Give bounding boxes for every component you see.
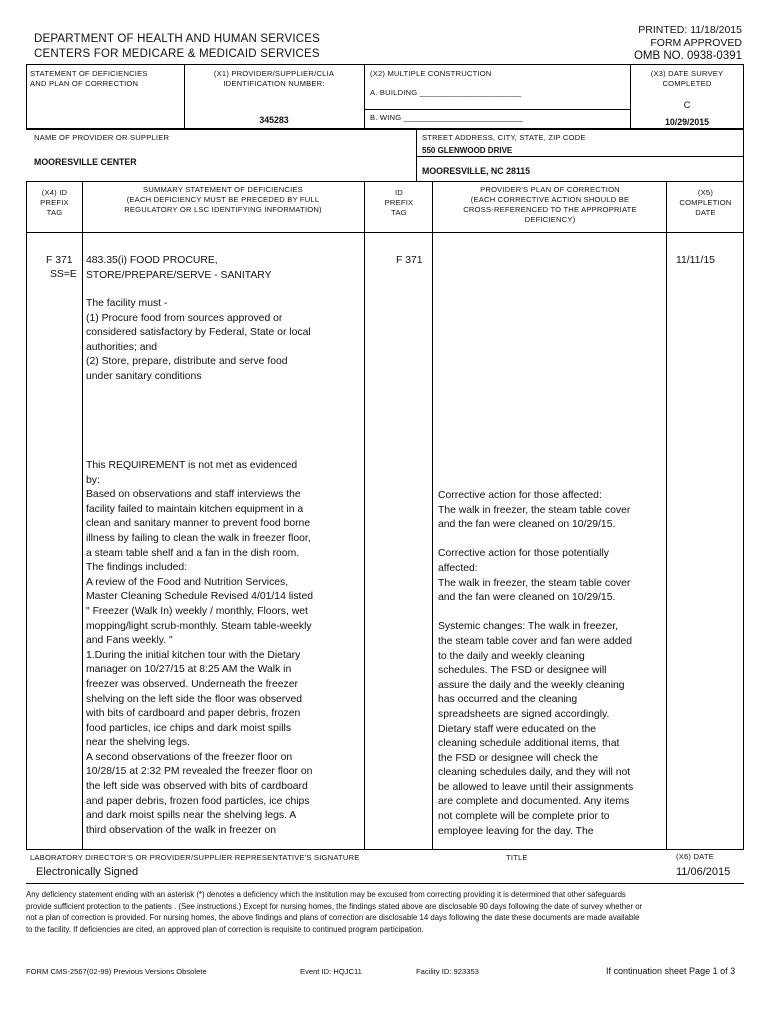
omb-number: OMB NO. 0938-0391: [633, 50, 742, 62]
wing-field: B. WING ___________________________: [370, 113, 524, 122]
plan-of-correction-text: Corrective action for those affected: The walk in freezer, the steam table cover and the fan were cleaned on 10/29/15. Corrective action for those potentially affected: The walk in freezer, the steam table cover and the fan were cleaned on 10/29/15. Systemic changes: The walk in freezer, the steam table cover and fan were added to the daily and weekly cleaning schedules. The FSD or designee will assure the daily and the weekly cleaning has occurred and the cleaning spreadsheets are signed accordingly. Dietary staff were educated on the cleaning schedule additional items, that the FSD or designee will check the cleaning schedules daily, and they will not be allowed to leave until their assignments are complete and documented. Any items not complete will be complete prior to employee leaving for the day. The: [438, 490, 634, 837]
id-column-header: ID PREFIX TAG: [384, 188, 414, 217]
rule: [416, 156, 743, 157]
x4-column-header: (X4) ID PREFIX TAG: [40, 188, 69, 217]
rule: [743, 129, 744, 182]
summary-column-header: SUMMARY STATEMENT OF DEFICIENCIES (EACH DEFICIENCY MUST BE PRECEDED BY FULL REGULATORY OR LSC IDENTIFYING INFORMATION): [124, 185, 322, 214]
rule: [364, 64, 365, 129]
center-name: CENTERS FOR MEDICARE & MEDICAID SERVICES: [34, 48, 320, 60]
form-approved: FORM APPROVED: [650, 37, 742, 49]
rule: [26, 232, 744, 233]
survey-date: 10/29/2015: [664, 117, 710, 127]
deficiency-tag: F 371: [46, 255, 73, 266]
x5-column-header: (X5) COMPLETION DATE: [679, 188, 732, 217]
survey-code: C: [683, 100, 691, 111]
city-state-zip: MOORESVILLE, NC 28115: [422, 166, 531, 176]
requirement-text: The facility must - (1) Procure food from sources approved or considered satisfactory by Federal, State or local authorities; and (2) Store, prepare, distribute and serve food under sanitary conditions: [86, 298, 311, 382]
rule: [743, 182, 744, 850]
rule: [364, 109, 630, 110]
deficiency-title: 483.35(i) FOOD PROCURE, STORE/PREPARE/SERVE - SANITARY: [86, 255, 272, 281]
rule: [184, 64, 185, 129]
x1-label: (X1) PROVIDER/SUPPLIER/CLIA IDENTIFICATION NUMBER:: [213, 69, 335, 88]
form-approval-block: [634, 24, 742, 63]
rule: [26, 849, 744, 850]
provider-name: MOORESVILLE CENTER: [34, 157, 137, 167]
provider-id-number: 345283: [259, 115, 289, 125]
rule: [82, 182, 83, 850]
rule: [432, 182, 433, 850]
rule: [26, 64, 744, 65]
rule: [666, 182, 667, 850]
building-field: A. BUILDING _______________________: [370, 88, 522, 97]
rule: [26, 883, 744, 884]
rule: [743, 64, 744, 129]
rule: [26, 64, 27, 129]
scope-severity: SS=E: [50, 269, 77, 280]
rule: [26, 181, 744, 182]
form-number: FORM CMS-2567(02-99) Previous Versions Obsolete: [26, 967, 207, 976]
statement-label: STATEMENT OF DEFICIENCIES AND PLAN OF CORRECTION: [30, 69, 148, 88]
printed-date: PRINTED: 11/18/2015: [638, 24, 742, 36]
provider-name-label: NAME OF PROVIDER OR SUPPLIER: [34, 133, 170, 142]
facility-id: Facility ID: 923353: [416, 967, 479, 976]
event-id: Event ID: HQJC11: [300, 967, 362, 976]
x3-label: (X3) DATE SURVEY COMPLETED: [650, 69, 724, 88]
rule: [364, 182, 365, 850]
signature-value: Electronically Signed: [36, 866, 139, 878]
street-address: 550 GLENWOOD DRIVE: [422, 146, 513, 155]
disclaimer-text: Any deficiency statement ending with an asterisk (*) denotes a deficiency which the institution may be excused from correcting providing it is determined that other safeguards provide sufficient protection to the patients . (See instructions.) Except for nursing homes, the findings stated above are disclosable 90 days following the date of survey whether or not a plan of correction is provided. For nursing homes, the above findings and plans of correction are disclosable 14 days following the date these documents are made available to the facility. If deficiencies are cited, an approved plan of correction is requisite to continued program participation.: [26, 890, 643, 934]
continuation-page: If continuation sheet Page 1 of 3: [606, 966, 736, 976]
rule: [26, 128, 744, 130]
completion-date: 11/11/15: [676, 255, 715, 266]
findings-text: This REQUIREMENT is not met as evidenced by: Based on observations and staff interviews the facility failed to maintain kitchen equipment in a clean and sanitary manner to prevent food borne illness by failing to clean the walk in freezer floor, a steam table shelf and a fan in the dish room. The findings included: A review of the Food and Nutrition Services, Master Cleaning Schedule Revised 4/01/14 listed " Freezer (Walk In) weekly / monthly, Floors, wet mopping/light scrub-monthly. Steam table-weekly and Fans weekly. " 1.During the initial kitchen tour with the Dietary manager on 10/27/15 at 8:25 AM the Walk in freezer was observed. Underneath the freezer shelving on the left side the floor was observed with bits of cardboard and paper debris, frozen food particles, ice chips and dark moist spills near the shelving legs. A second observations of the freezer floor on 10/28/15 at 2:32 PM revealed the freezer floor on the left side was observed with bits of cardboard and paper debris, frozen food particles, ice chips and dark moist spills near the shelving legs. A third observation of the walk in freezer on: [86, 460, 313, 836]
plan-column-header: PROVIDER'S PLAN OF CORRECTION (EACH CORRECTIVE ACTION SHOULD BE CROSS-REFERENCED TO THE APPROPRIATE DEFICIENCY): [463, 185, 637, 224]
title-label: TITLE: [506, 853, 528, 862]
department-name: DEPARTMENT OF HEALTH AND HUMAN SERVICES: [34, 33, 320, 45]
address-label: STREET ADDRESS, CITY, STATE, ZIP CODE: [422, 133, 586, 142]
x2-label: (X2) MULTIPLE CONSTRUCTION: [370, 69, 492, 78]
rule: [630, 64, 631, 129]
signature-label: LABORATORY DIRECTOR'S OR PROVIDER/SUPPLIER REPRESENTATIVE'S SIGNATURE: [30, 853, 360, 862]
plan-id-tag: F 371: [396, 255, 423, 266]
x6-date-label: (X6) DATE: [676, 852, 714, 861]
rule: [26, 182, 27, 850]
agency-header: [34, 32, 320, 62]
signature-date: 11/06/2015: [676, 866, 731, 878]
